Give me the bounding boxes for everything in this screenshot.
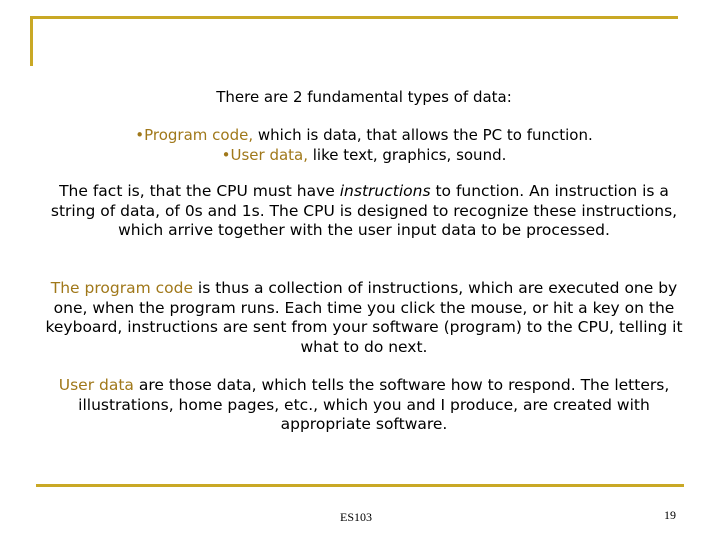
footer-label: ES103 bbox=[340, 510, 373, 524]
paragraph-program-code bbox=[40, 279, 688, 357]
bullet-glyph: • bbox=[135, 126, 145, 144]
paragraph-text: to function. An instruction is a string of data, of 0s and 1s. The CPU is designed to recognize these instructions, which arrive together with the user input data to be processed. bbox=[50, 182, 678, 239]
bullet-glyph: • bbox=[221, 146, 231, 164]
paragraph-instructions bbox=[40, 182, 688, 241]
top-rule bbox=[30, 16, 678, 19]
bullet-rest: like text, graphics, sound. bbox=[308, 146, 507, 164]
bullet-item-user-data bbox=[40, 146, 688, 165]
bullet-term: Program code, bbox=[144, 126, 254, 144]
page-number: 19 bbox=[664, 508, 676, 522]
paragraph-text: The fact is, that the CPU must have bbox=[59, 182, 340, 200]
paragraph-term: User data bbox=[58, 376, 134, 394]
left-rule bbox=[30, 16, 33, 66]
paragraph-user-data bbox=[40, 376, 688, 435]
heading-text: There are 2 fundamental types of data: bbox=[216, 88, 512, 106]
heading bbox=[40, 88, 688, 107]
bullet-item-program-code bbox=[40, 126, 688, 145]
emphasis-instructions: instructions bbox=[339, 182, 431, 200]
paragraph-text: is thus a collection of instructions, which are executed one by one, when the program runs. Each time you click the mouse, or hit a key on the keyboard, instructions are sent from your software (program) to the CPU, telling it what to do next. bbox=[45, 279, 683, 356]
bullet-rest: which is data, that allows the PC to function. bbox=[253, 126, 593, 144]
bottom-rule bbox=[36, 484, 684, 487]
paragraph-text: are those data, which tells the software how to respond. The letters, illustrations, home pages, etc., which you and I produce, are created with appropriate software. bbox=[78, 376, 670, 433]
paragraph-term: The program code bbox=[50, 279, 193, 297]
bullet-term: User data, bbox=[230, 146, 308, 164]
